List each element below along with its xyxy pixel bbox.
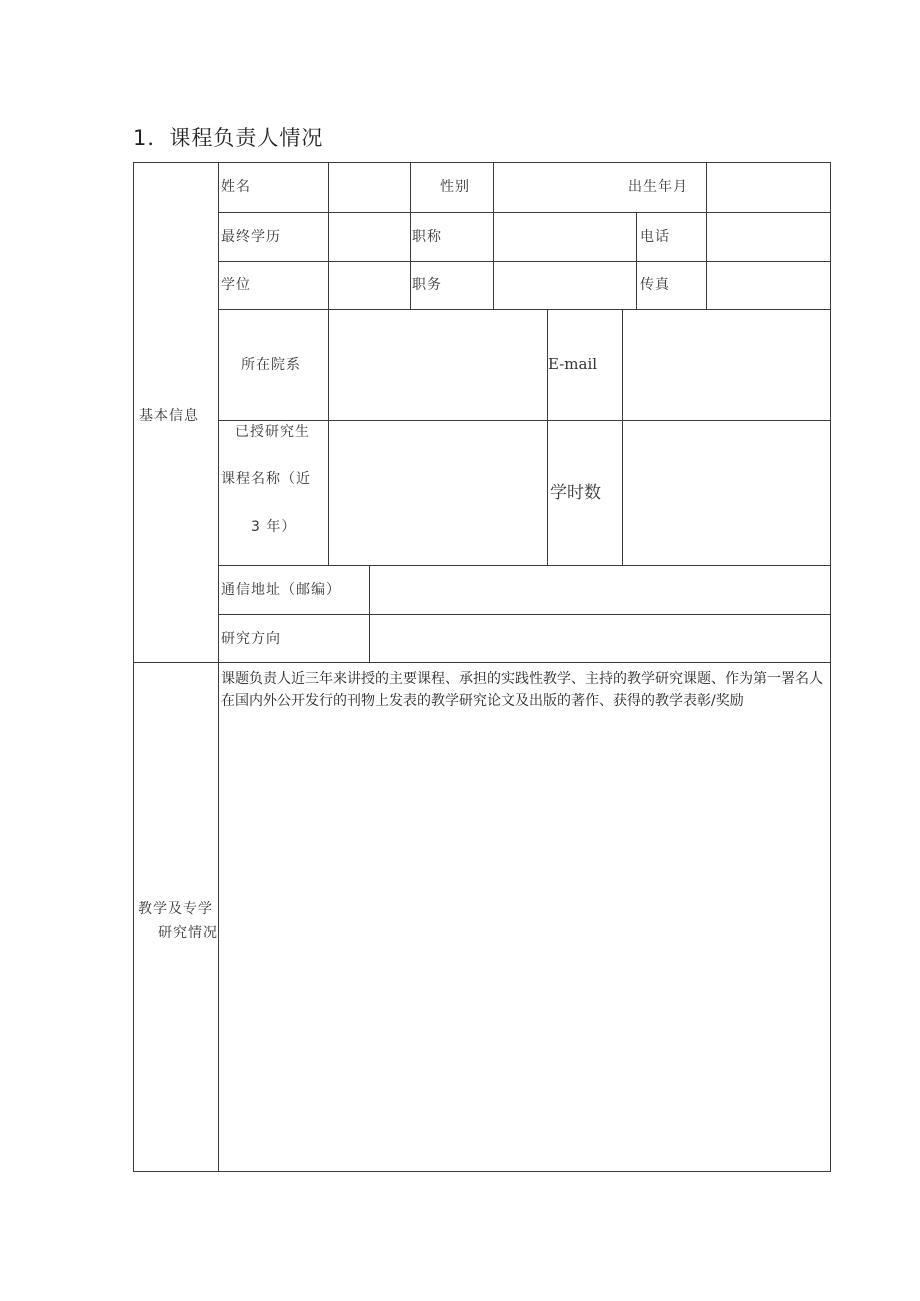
research-direction-field[interactable] [370,615,830,662]
teaching-research-label-line1: 教学及专学 [138,901,213,917]
job-title-field[interactable] [494,213,636,261]
phone-label: 电话 [640,229,670,245]
education-field[interactable] [329,213,410,261]
fax-label: 传真 [640,277,670,293]
gender-field[interactable] [494,163,614,212]
teaching-research-content[interactable] [219,715,830,1171]
gender-label: 性别 [440,179,470,195]
basic-info-label: 基本信息 [139,408,199,424]
courses-field[interactable] [329,421,547,565]
table-border-right [830,162,831,1172]
research-direction-label: 研究方向 [221,631,281,647]
department-label: 所在院系 [241,357,301,373]
hours-field[interactable] [623,421,830,565]
courses-label-line1: 已授研究生 [235,424,310,440]
name-field[interactable] [329,163,410,212]
email-field[interactable] [623,310,830,420]
teaching-research-label-line2: 研究情况 [158,925,218,941]
email-label: E-mail [548,355,598,373]
col-divider [547,309,548,566]
col-divider [410,162,411,310]
phone-field[interactable] [707,213,830,261]
section-title: 1．课程负责人情况 [133,126,324,150]
teaching-research-description: 课题负责人近三年来讲授的主要课程、承担的实践性教学、主持的教学研究课题、作为第一署名人在国内外公开发行的刊物上发表的教学研究论文及出版的著作、获得的教学表彰/奖励 [221,671,823,709]
position-field[interactable] [494,262,636,309]
address-label: 通信地址（邮编） [221,582,341,598]
table-border-left [133,162,134,1172]
col-divider [636,212,637,310]
section-divider [133,662,831,663]
birth-date-label: 出生年月 [628,179,688,195]
job-title-label: 职称 [412,229,442,245]
courses-label-line2: 课程名称（近 [221,471,311,487]
courses-label-line3: 3 年） [251,519,297,535]
hours-label: 学时数 [550,483,601,503]
birth-date-field[interactable] [707,163,830,212]
table-border-bottom [133,1171,831,1172]
degree-field[interactable] [329,262,410,309]
degree-label: 学位 [221,277,251,293]
address-field[interactable] [370,566,830,614]
name-label: 姓名 [221,179,251,195]
position-label: 职务 [412,277,442,293]
department-field[interactable] [329,310,547,420]
fax-field[interactable] [707,262,830,309]
education-label: 最终学历 [221,229,281,245]
